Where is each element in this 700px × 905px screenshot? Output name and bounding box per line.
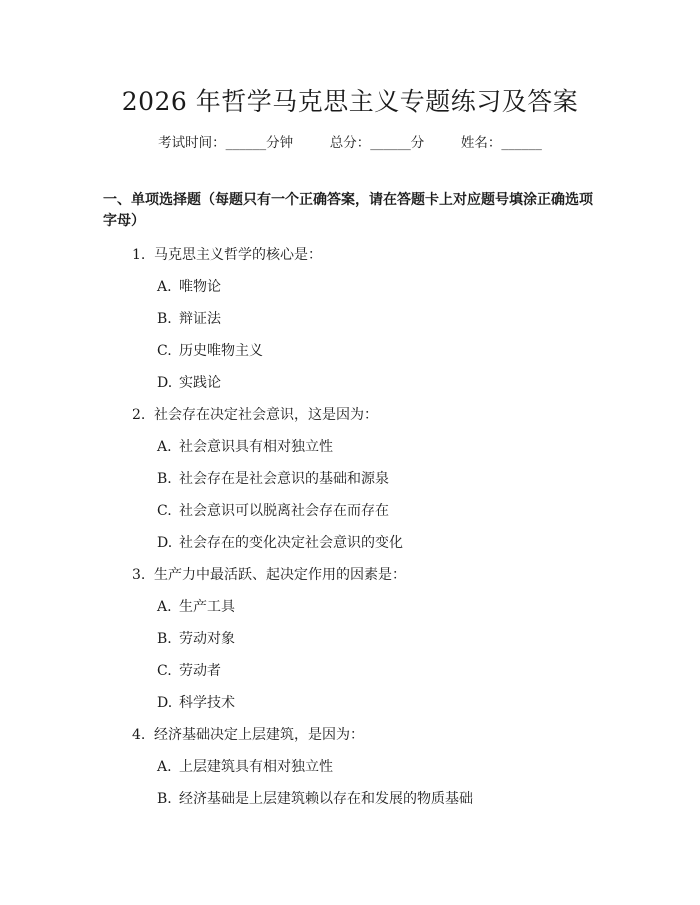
option-label: B. bbox=[157, 791, 172, 807]
option-label: A. bbox=[157, 599, 172, 615]
score-blank: ______ bbox=[370, 135, 411, 151]
exam-meta-line bbox=[0, 131, 700, 151]
option-text: 上层建筑具有相对独立性 bbox=[179, 759, 333, 775]
option-label: B. bbox=[157, 631, 172, 647]
option-text: 实践论 bbox=[179, 375, 221, 391]
time-label: 考试时间： bbox=[158, 135, 226, 151]
question-3 bbox=[132, 564, 406, 584]
option-text: 社会意识可以脱离社会存在而存在 bbox=[179, 503, 389, 519]
score-unit: 分 bbox=[410, 135, 425, 151]
option-label: D. bbox=[157, 695, 173, 711]
section-heading: 一、单项选择题（每题只有一个正确答案，请在答题卡上对应题号填涂正确选项字母） bbox=[103, 192, 593, 229]
option-label: B. bbox=[157, 311, 172, 327]
option-text: 经济基础是上层建筑赖以存在和发展的物质基础 bbox=[179, 791, 473, 807]
page-title: 2026 年哲学马克思主义专题练习及答案 bbox=[121, 87, 579, 116]
option-2d bbox=[157, 532, 403, 552]
option-label: C. bbox=[157, 343, 172, 359]
question-2 bbox=[132, 404, 378, 424]
option-text: 劳动对象 bbox=[179, 631, 235, 647]
question-number: 1. bbox=[132, 247, 146, 263]
question-1 bbox=[132, 244, 322, 264]
question-number: 4. bbox=[132, 727, 146, 743]
option-1c bbox=[157, 340, 263, 360]
option-label: A. bbox=[157, 279, 172, 295]
option-label: D. bbox=[157, 375, 173, 391]
question-4 bbox=[132, 724, 364, 744]
option-2c bbox=[157, 500, 389, 520]
option-1b bbox=[157, 308, 221, 328]
question-text: 生产力中最活跃、起决定作用的因素是： bbox=[154, 567, 406, 583]
option-3a bbox=[157, 596, 235, 616]
option-2b bbox=[157, 468, 389, 488]
option-text: 社会存在的变化决定社会意识的变化 bbox=[179, 535, 403, 551]
name-label: 姓名： bbox=[460, 135, 502, 151]
option-text: 历史唯物主义 bbox=[179, 343, 263, 359]
option-4a bbox=[157, 756, 333, 776]
option-label: B. bbox=[157, 471, 172, 487]
option-text: 唯物论 bbox=[179, 279, 221, 295]
option-text: 辩证法 bbox=[179, 311, 221, 327]
time-blank: ______ bbox=[225, 135, 267, 151]
option-text: 社会意识具有相对独立性 bbox=[179, 439, 333, 455]
score-label: 总分： bbox=[329, 135, 371, 151]
option-3d bbox=[157, 692, 235, 712]
option-1d bbox=[157, 372, 221, 392]
option-4b bbox=[157, 788, 473, 808]
question-number: 2. bbox=[132, 407, 146, 423]
option-label: C. bbox=[157, 503, 172, 519]
option-text: 生产工具 bbox=[179, 599, 235, 615]
name-blank: ______ bbox=[501, 135, 542, 151]
option-1a bbox=[157, 276, 221, 296]
question-text: 马克思主义哲学的核心是： bbox=[154, 247, 322, 263]
question-text: 社会存在决定社会意识，这是因为： bbox=[154, 407, 378, 423]
question-text: 经济基础决定上层建筑，是因为： bbox=[154, 727, 364, 743]
option-text: 科学技术 bbox=[179, 695, 235, 711]
option-label: A. bbox=[157, 439, 172, 455]
option-3c bbox=[157, 660, 221, 680]
option-text: 劳动者 bbox=[179, 663, 221, 679]
option-label: C. bbox=[157, 663, 172, 679]
option-2a bbox=[157, 436, 333, 456]
option-label: A. bbox=[157, 759, 172, 775]
question-number: 3. bbox=[132, 567, 146, 583]
option-text: 社会存在是社会意识的基础和源泉 bbox=[179, 471, 389, 487]
option-3b bbox=[157, 628, 235, 648]
option-label: D. bbox=[157, 535, 173, 551]
time-unit: 分钟 bbox=[266, 135, 294, 151]
